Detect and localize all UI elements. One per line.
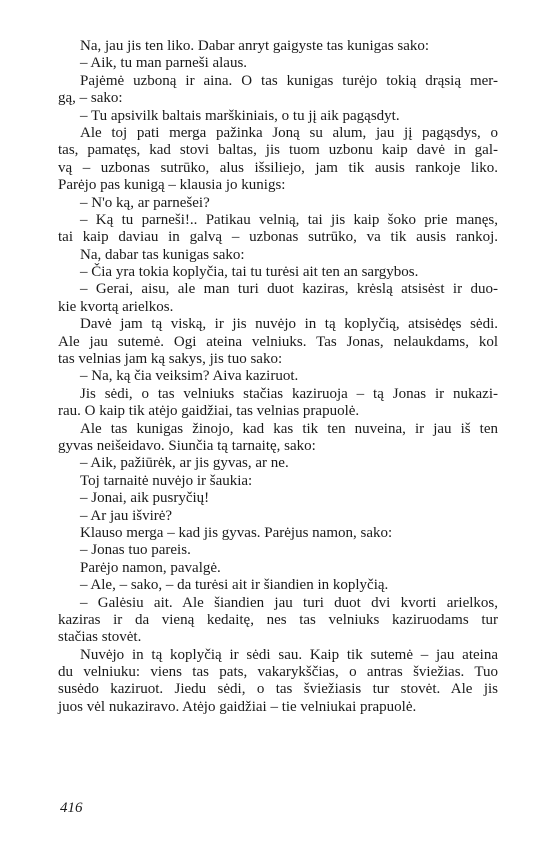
text-line: – Ale, – sako, – da turėsi ait ir šiandien in koplyčią. [80,577,389,594]
text-line: gą, – sako: [58,90,123,107]
text-line: Toj tarnaitė nuvėjo ir šaukia: [80,472,253,489]
text-line: – Čia yra tokia koplyčia, tai tu turėsi ait ten an sargybos. [80,264,419,281]
page-number: 416 [60,800,83,816]
text-line: du velniuku: viens tas pats, vakarykščias, o antras šviežias. Tuo [58,664,498,681]
text-line: – N'o ką, ar parnešei? [80,194,210,211]
text-line: Nuvėjo in tą koplyčią ir sėdi sau. Kaip tik sutemė – jau ateina [80,646,498,663]
text-line: – Na, ką čia veiksim? Aiva kaziruot. [80,368,299,385]
text-line: – Ar jau išvirė? [80,507,173,524]
text-line: stačias stovėt. [58,629,142,646]
text-line: – Aik, tu man parneši alaus. [80,55,248,72]
text-line: Klauso merga – kad jis gyvas. Parėjus namon, sako: [80,524,393,541]
text-line: – Jonas tuo pareis. [80,542,191,559]
text-line: kaziras ir da vieną kedaitę, nes tas velniuks kaziruodams tur [58,611,498,628]
text-line: tai kaip daviau in galvą – uzbonas sutrūko, va tik ausis rankoj. [58,229,498,246]
text-line: tas velnias jam ką sakys, jis tuo sako: [58,351,283,368]
text-line: susėdo kaziruot. Jiedu sėdi, o tas šviežiasis tur stovėt. Ale jis [58,681,498,698]
text-line: Ale toj pati merga pažinka Joną su alum, jau jį pagąsdys, o [80,124,498,141]
text-line: Ale jau sutemė. Ogi ateina velniuks. Tas Jonas, nelaukdams, kol [58,333,498,350]
page-body [58,38,498,716]
text-line: gyvas neišeidavo. Siunčia tą tarnaitę, sako: [58,437,316,454]
text-line: – Jonai, aik pusryčių! [80,490,210,507]
text-line: – Tu apsivilk baltais marškiniais, o tu jį aik pagąsdyt. [80,107,400,124]
text-line: Parėjo namon, pavalgė. [80,559,221,576]
text-line: tas, pamatęs, kad stovi baltas, jis tuom uzbonu kaip davė in gal- [58,142,498,159]
text-line: Pajėmė uzboną ir aina. O tas kunigas turėjo tokią drąsią mer- [80,72,498,89]
text-line: juos vėl nukaziravo. Atėjo gaidžiai – tie velniukai prapuolė. [58,698,417,715]
text-line: Parėjo pas kunigą – klausia jo kunigs: [58,177,286,194]
text-line: – Galėsiu ait. Ale šiandien jau turi duot dvi kvorti arielkos, [80,594,498,611]
text-line: rau. O kaip tik atėjo gaidžiai, tas velnias prapuolė. [58,403,360,420]
text-line: Na, jau jis ten liko. Dabar anryt gaigyste tas kunigas sako: [80,38,430,54]
text-line: – Aik, pažiūrėk, ar jis gyvas, ar ne. [80,455,289,472]
text-line: kie kvortą arielkos. [58,298,174,315]
text-line: – Ką tu parneši!.. Patikau velnią, tai jis kaip šoko prie manęs, [80,211,498,228]
text-line: vą – uzbonas sutrūko, alus išsiliejo, jam tik ausis rankoje liko. [58,159,498,176]
text-line: Na, dabar tas kunigas sako: [80,246,245,263]
text-line: Jis sėdi, o tas velniuks stačias kaziruoja – tą Jonas ir nukazi- [80,385,498,402]
text-line: Davė jam tą viską, ir jis nuvėjo in tą koplyčią, atsisėdęs sėdi. [80,316,498,333]
text-line: Ale tas kunigas žinojo, kad kas tik ten nuveina, ir jau iš ten [80,420,498,437]
text-line: – Gerai, aisu, ale man turi duot kaziras, krėslą atsisėst ir duo- [80,281,498,298]
